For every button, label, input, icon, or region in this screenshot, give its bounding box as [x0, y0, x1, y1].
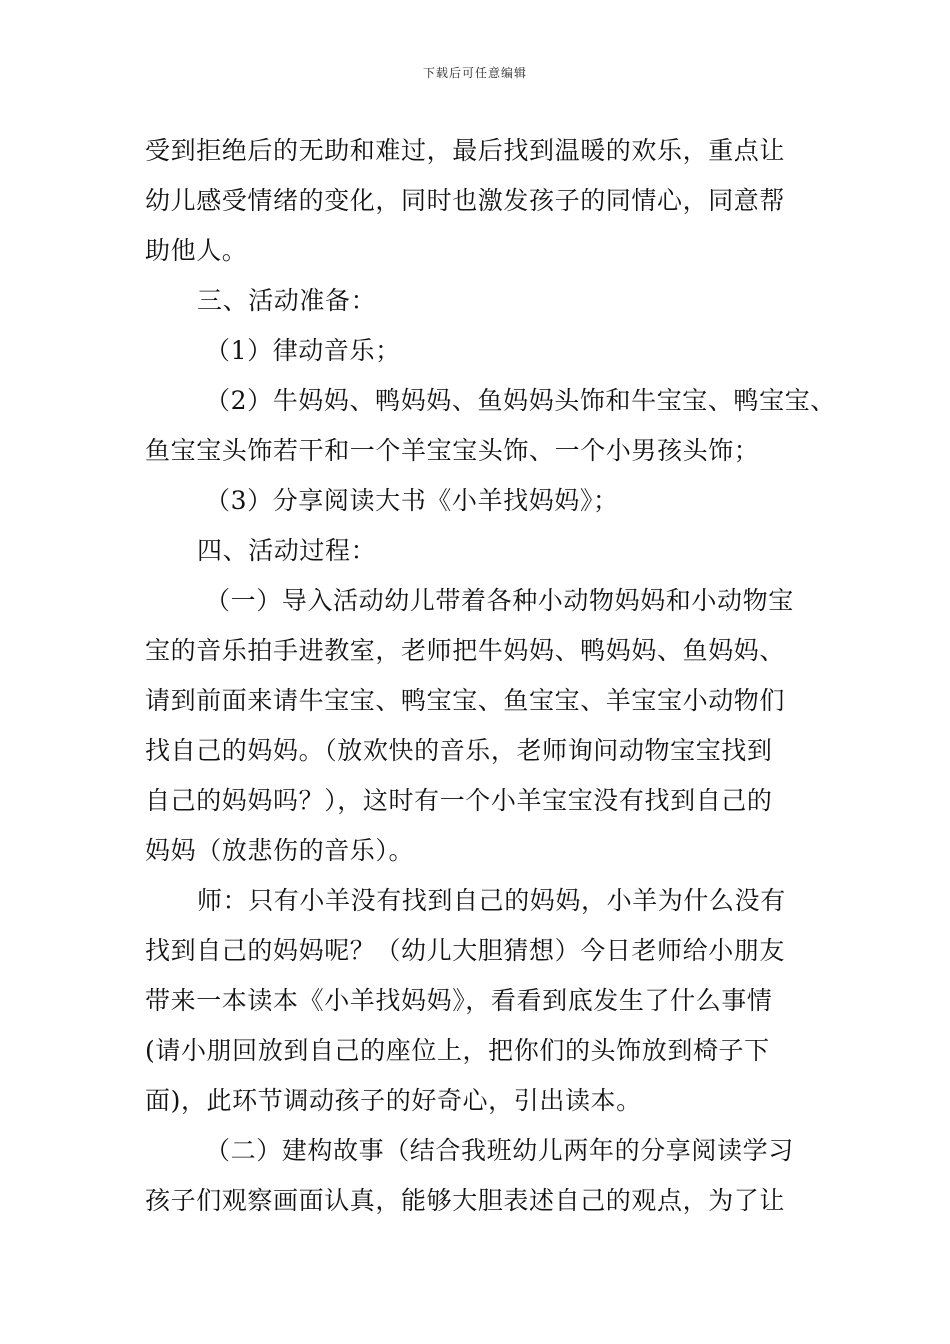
text-line: 找到自己的妈妈呢？（幼儿大胆猜想）今日老师给小朋友 — [145, 936, 786, 965]
text-line: 幼儿感受情绪的变化，同时也激发孩子的同情心，同意帮 — [145, 186, 786, 215]
text-line: 找自己的妈妈。（放欢快的音乐，老师询问动物宝宝找到 — [145, 736, 773, 765]
paragraph-start: 师：只有小羊没有找到自己的妈妈，小羊为什么没有 — [197, 886, 786, 915]
text-line: 鱼宝宝头饰若干和一个羊宝宝头饰、一个小男孩头饰； — [145, 436, 760, 465]
text-line: 受到拒绝后的无助和难过，最后找到温暖的欢乐，重点让 — [145, 136, 786, 165]
text-line: 助他人。 — [145, 236, 248, 265]
list-item: （2）牛妈妈、鸭妈妈、鱼妈妈头饰和牛宝宝、鸭宝宝、 — [205, 386, 836, 415]
text-line: 请到前面来请牛宝宝、鸭宝宝、鱼宝宝、羊宝宝小动物们 — [145, 686, 786, 715]
text-line: 面)，此环节调动孩子的好奇心，引出读本。 — [145, 1086, 642, 1115]
paragraph-start: （二）建构故事（结合我班幼儿两年的分享阅读学习 — [205, 1136, 794, 1165]
text-line: 孩子们观察画面认真，能够大胆表述自己的观点，为了让 — [145, 1186, 786, 1215]
text-line: (请小朋回放到自己的座位上，把你们的头饰放到椅子下 — [145, 1036, 770, 1065]
document-body — [145, 126, 836, 1226]
section-heading-preparation: 三、活动准备： — [197, 286, 377, 315]
paragraph-start: （一）导入活动幼儿带着各种小动物妈妈和小动物宝 — [205, 586, 794, 615]
text-line: 自己的妈妈吗？），这时有一个小羊宝宝没有找到自己的 — [145, 786, 773, 815]
list-item: （1）律动音乐； — [205, 336, 401, 365]
text-line: 带来一本读本《小羊找妈妈》，看看到底发生了什么事情 — [145, 986, 773, 1015]
text-line: 宝的音乐拍手进教室，老师把牛妈妈、鸭妈妈、鱼妈妈、 — [145, 636, 786, 665]
text-line: 妈妈（放悲伤的音乐）。 — [145, 836, 415, 865]
section-heading-process: 四、活动过程： — [197, 536, 377, 565]
list-item: （3）分享阅读大书《小羊找妈妈》； — [205, 486, 619, 515]
page-header: 下载后可任意编辑 — [422, 66, 527, 80]
